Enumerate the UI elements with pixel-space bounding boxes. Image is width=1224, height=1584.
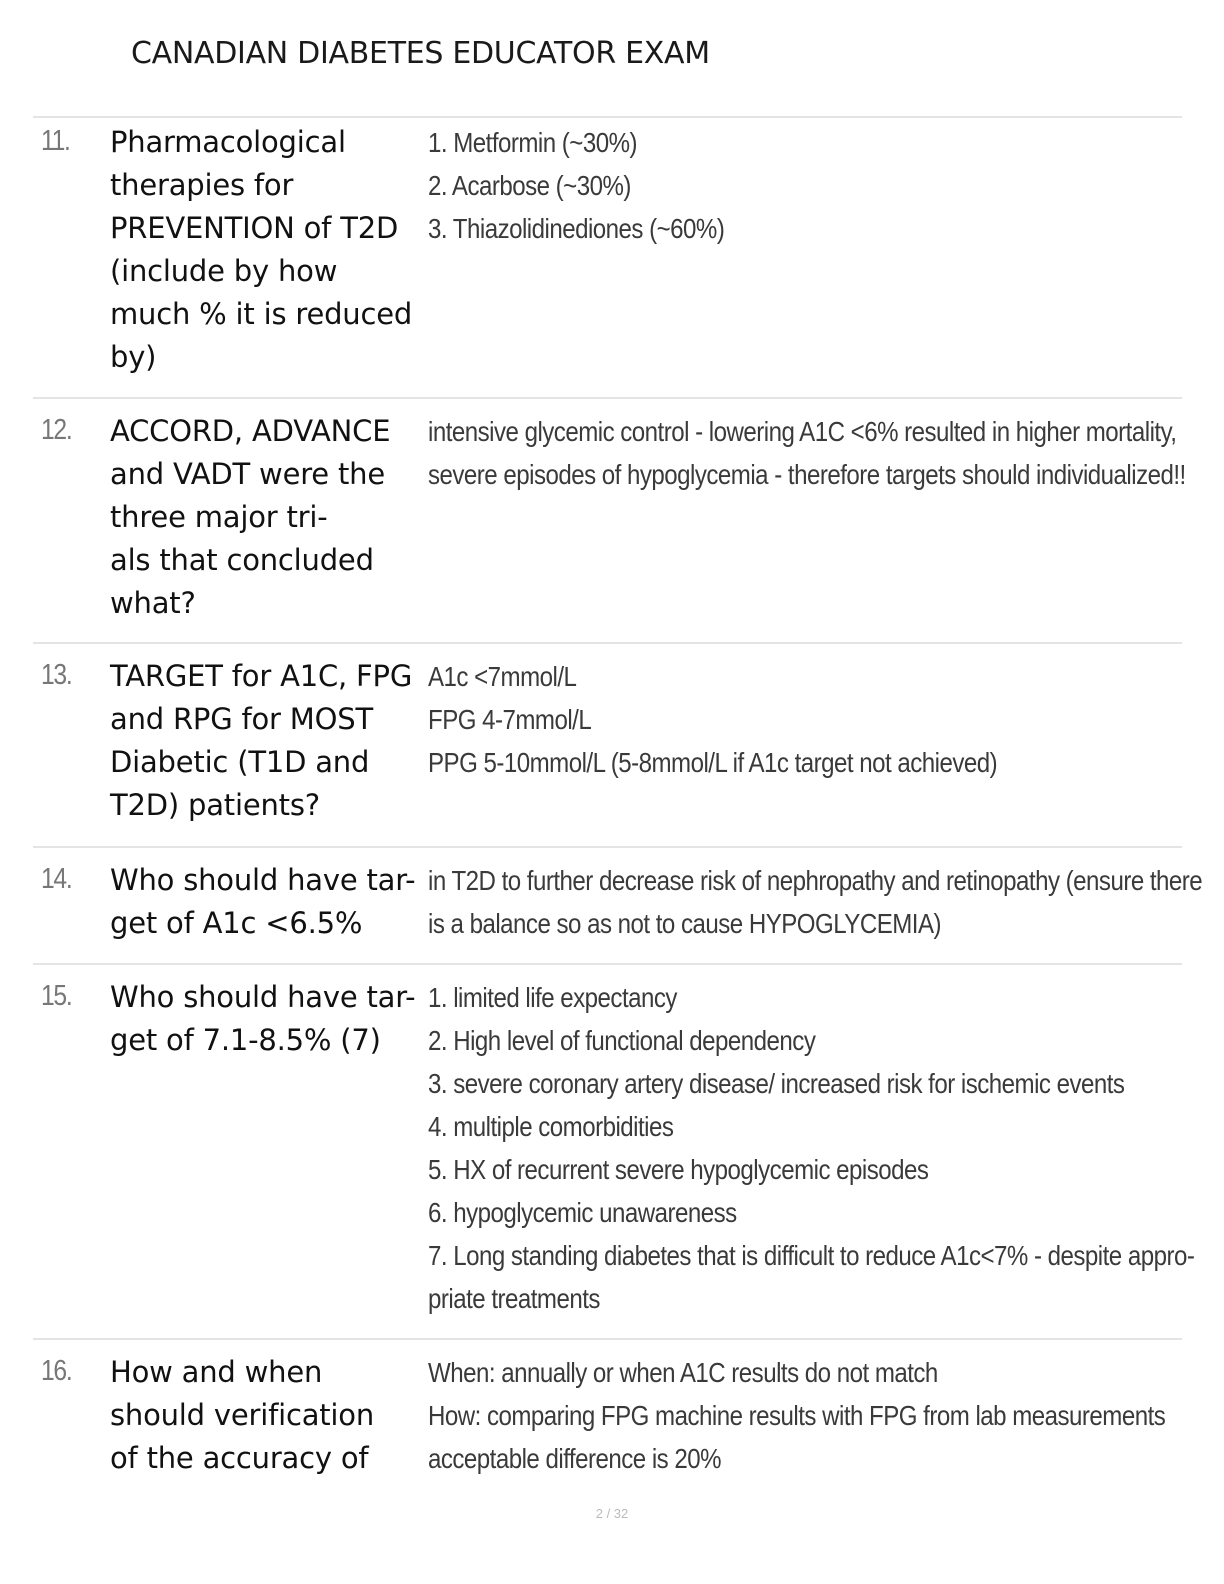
card-term xyxy=(110,121,430,379)
card-number: 15. xyxy=(41,980,72,1012)
definition-line: A1c <7mmol/L xyxy=(428,661,577,692)
card-number: 12. xyxy=(41,414,72,446)
flashcard-list xyxy=(33,116,1203,1488)
term-line: PREVENTION of T2D xyxy=(110,211,399,245)
flashcard xyxy=(33,963,1195,1338)
definition-line: 3. severe coronary artery disease/ increased risk for ischemic events xyxy=(428,1068,1125,1099)
term-line: get of 7.1-8.5% (7) xyxy=(110,1023,381,1057)
definition-line: 5. HX of recurrent severe hypoglycemic episodes xyxy=(428,1154,929,1185)
term-line: and VADT were the xyxy=(110,457,385,491)
card-number: 11. xyxy=(41,125,70,157)
card-term xyxy=(110,976,430,1062)
card-term xyxy=(110,410,430,625)
term-line: three major tri- xyxy=(110,500,328,534)
card-definition xyxy=(428,859,1203,945)
flashcard xyxy=(33,116,1182,397)
definition-line: PPG 5-10mmol/L (5-8mmol/L if A1c target not achieved) xyxy=(428,747,998,778)
page-number: 2 / 32 xyxy=(595,1506,629,1521)
definition-line: 2. High level of functional dependency xyxy=(428,1025,816,1056)
term-line: should verification xyxy=(110,1398,375,1432)
card-number: 16. xyxy=(41,1355,72,1387)
term-line: Diabetic (T1D and xyxy=(110,745,370,779)
card-number: 14. xyxy=(41,863,72,895)
definition-line: How: comparing FPG machine results with FPG from lab measurements xyxy=(428,1400,1166,1431)
card-number: 13. xyxy=(41,659,72,691)
card-definition xyxy=(428,121,1183,250)
term-line: therapies for xyxy=(110,168,294,202)
definition-line: 1. limited life expectancy xyxy=(428,982,677,1013)
card-term xyxy=(110,655,430,827)
flashcard xyxy=(33,397,1186,642)
card-definition xyxy=(428,1351,1183,1480)
card-definition xyxy=(428,410,1186,496)
card-definition xyxy=(428,655,1183,784)
definition-line: 1. Metformin (~30%) xyxy=(428,127,638,158)
definition-line: priate treatments xyxy=(428,1283,600,1314)
term-line: How and when xyxy=(110,1355,323,1389)
definition-line: 6. hypoglycemic unawareness xyxy=(428,1197,737,1228)
definition-line: is a balance so as not to cause HYPOGLYCEMIA) xyxy=(428,908,942,939)
definition-line: 7. Long standing diabetes that is difficult to reduce A1c<7% - despite appro- xyxy=(428,1240,1195,1271)
card-term xyxy=(110,1351,430,1480)
card-definition xyxy=(428,976,1195,1320)
term-line: and RPG for MOST xyxy=(110,702,373,736)
term-line: T2D) patients? xyxy=(110,788,320,822)
term-line: Who should have tar- xyxy=(110,863,416,897)
flashcard xyxy=(33,642,1182,846)
definition-line: 2. Acarbose (~30%) xyxy=(428,170,631,201)
flashcard xyxy=(33,846,1203,963)
term-line: of the accuracy of xyxy=(110,1441,369,1475)
card-term xyxy=(110,859,430,945)
term-line: ACCORD, ADVANCE xyxy=(110,414,391,448)
definition-line: 3. Thiazolidinediones (~60%) xyxy=(428,213,725,244)
document-title: CANADIAN DIABETES EDUCATOR EXAM xyxy=(131,36,710,71)
term-line: Pharmacological xyxy=(110,125,346,159)
term-line: get of A1c <6.5% xyxy=(110,906,363,940)
definition-line: severe episodes of hypoglycemia - therefore targets should individualized!! xyxy=(428,459,1186,490)
flashcard xyxy=(33,1338,1182,1488)
definition-line: acceptable difference is 20% xyxy=(428,1443,722,1474)
term-line: much % it is reduced xyxy=(110,297,413,331)
definition-line: intensive glycemic control - lowering A1C <6% resulted in higher mortality, xyxy=(428,416,1177,447)
term-line: what? xyxy=(110,586,196,620)
definition-line: 4. multiple comorbidities xyxy=(428,1111,674,1142)
definition-line: When: annually or when A1C results do not match xyxy=(428,1357,938,1388)
term-line: Who should have tar- xyxy=(110,980,416,1014)
definition-line: in T2D to further decrease risk of nephropathy and retinopathy (ensure there xyxy=(428,865,1203,896)
term-line: (include by how xyxy=(110,254,338,288)
term-line: als that concluded xyxy=(110,543,374,577)
term-line: TARGET for A1C, FPG xyxy=(110,659,413,693)
term-line: by) xyxy=(110,340,157,374)
definition-line: FPG 4-7mmol/L xyxy=(428,704,592,735)
